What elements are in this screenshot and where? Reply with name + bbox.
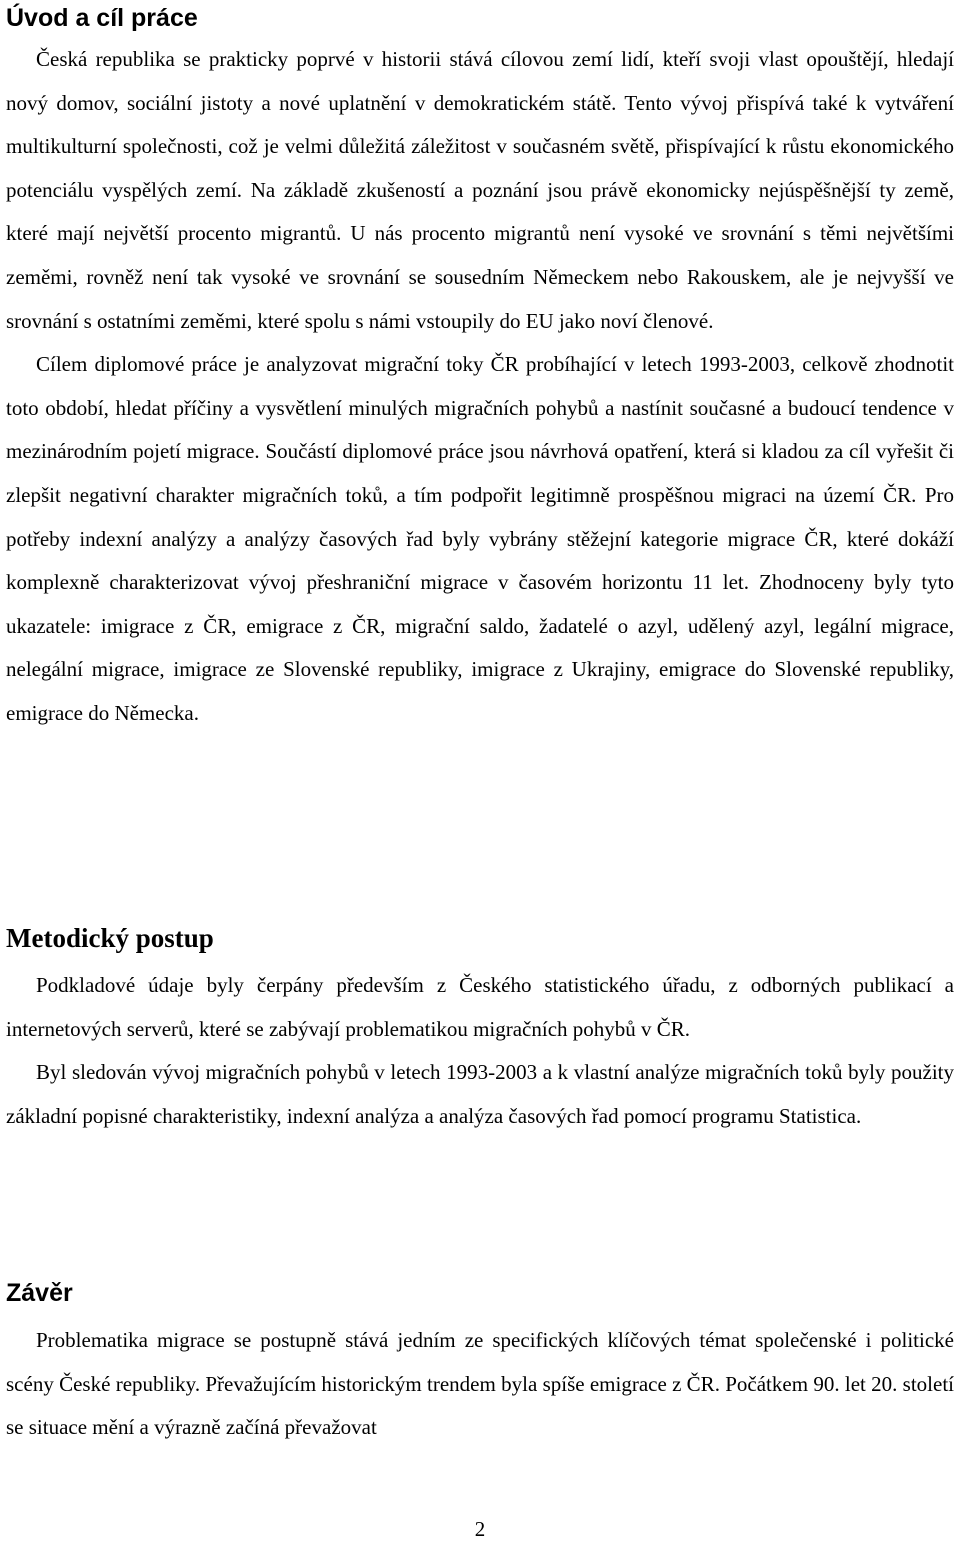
- paragraph: Byl sledován vývoj migračních pohybů v letech 1993-2003 a k vlastní analýze migračních toků byly použity základní popisné charakteristiky, indexní analýza a analýza časových řad pomocí programu Statistica.: [6, 1060, 954, 1128]
- paragraph: Česká republika se prakticky poprvé v historii stává cílovou zemí lidí, kteří svoji vlast opouštějí, hledají nový domov, sociální jistoty a nové uplatnění v demokratickém státě. Tento vývoj přispívá také k vytváření multikulturní společnosti, což je velmi důležitá záležitost v současném světě, přispívající k růstu ekonomického potenciálu vyspělých zemí. Na základě zkušeností a poznání jsou právě ekonomicky nejúspěšnější ty země, které mají největší procento migrantů. U nás procento migrantů není vysoké ve srovnání s těmi největšími zeměmi, rovněž není tak vysoké ve srovnání se sousedním Německem nebo Rakouskem, ale je nejvyšší ve srovnání s ostatními zeměmi, které spolu s námi vstoupily do EU jako noví členové.: [6, 47, 954, 333]
- section-body-intro: [6, 38, 954, 736]
- section-body-conclusion: [6, 1319, 954, 1450]
- section-heading-conclusion: Závěr: [6, 1279, 73, 1307]
- paragraph: Cílem diplomové práce je analyzovat migrační toky ČR probíhající v letech 1993-2003, celkově zhodnotit toto období, hledat příčiny a vysvětlení minulých migračních pohybů a nastínit současné a budoucí tendence v mezinárodním pojetí migrace. Součástí diplomové práce jsou návrhová opatření, která si kladou za cíl vyřešit či zlepšit negativní charakter migračních toků, a tím podpořit legitimně prospěšnou migraci na území ČR. Pro potřeby indexní analýzy a analýzy časových řad byly vybrány stěžejní kategorie migrace ČR, které dokáží komplexně charakterizovat vývoj přeshraniční migrace v časovém horizontu 11 let. Zhodnoceny byly tyto ukazatele: imigrace z ČR, emigrace z ČR, migrační saldo, žadatelé o azyl, udělený azyl, legální migrace, nelegální migrace, imigrace ze Slovenské republiky, imigrace z Ukrajiny, emigrace do Slovenské republiky, emigrace do Německa.: [6, 352, 954, 725]
- section-heading-method: Metodický postup: [6, 923, 214, 953]
- section-body-method: [6, 964, 954, 1138]
- paragraph: Podkladové údaje byly čerpány především z Českého statistického úřadu, z odborných publikací a internetových serverů, které se zabývají problematikou migračních pohybů v ČR.: [6, 973, 954, 1041]
- page-number: 2: [474, 1517, 486, 1541]
- paragraph: Problematika migrace se postupně stává jedním ze specifických klíčových témat společenské i politické scény České republiky. Převažujícím historickým trendem byla spíše emigrace z ČR. Počátkem 90. let 20. století se situace mění a výrazně začíná převažovat: [6, 1328, 954, 1440]
- section-heading-intro: Úvod a cíl práce: [6, 4, 198, 32]
